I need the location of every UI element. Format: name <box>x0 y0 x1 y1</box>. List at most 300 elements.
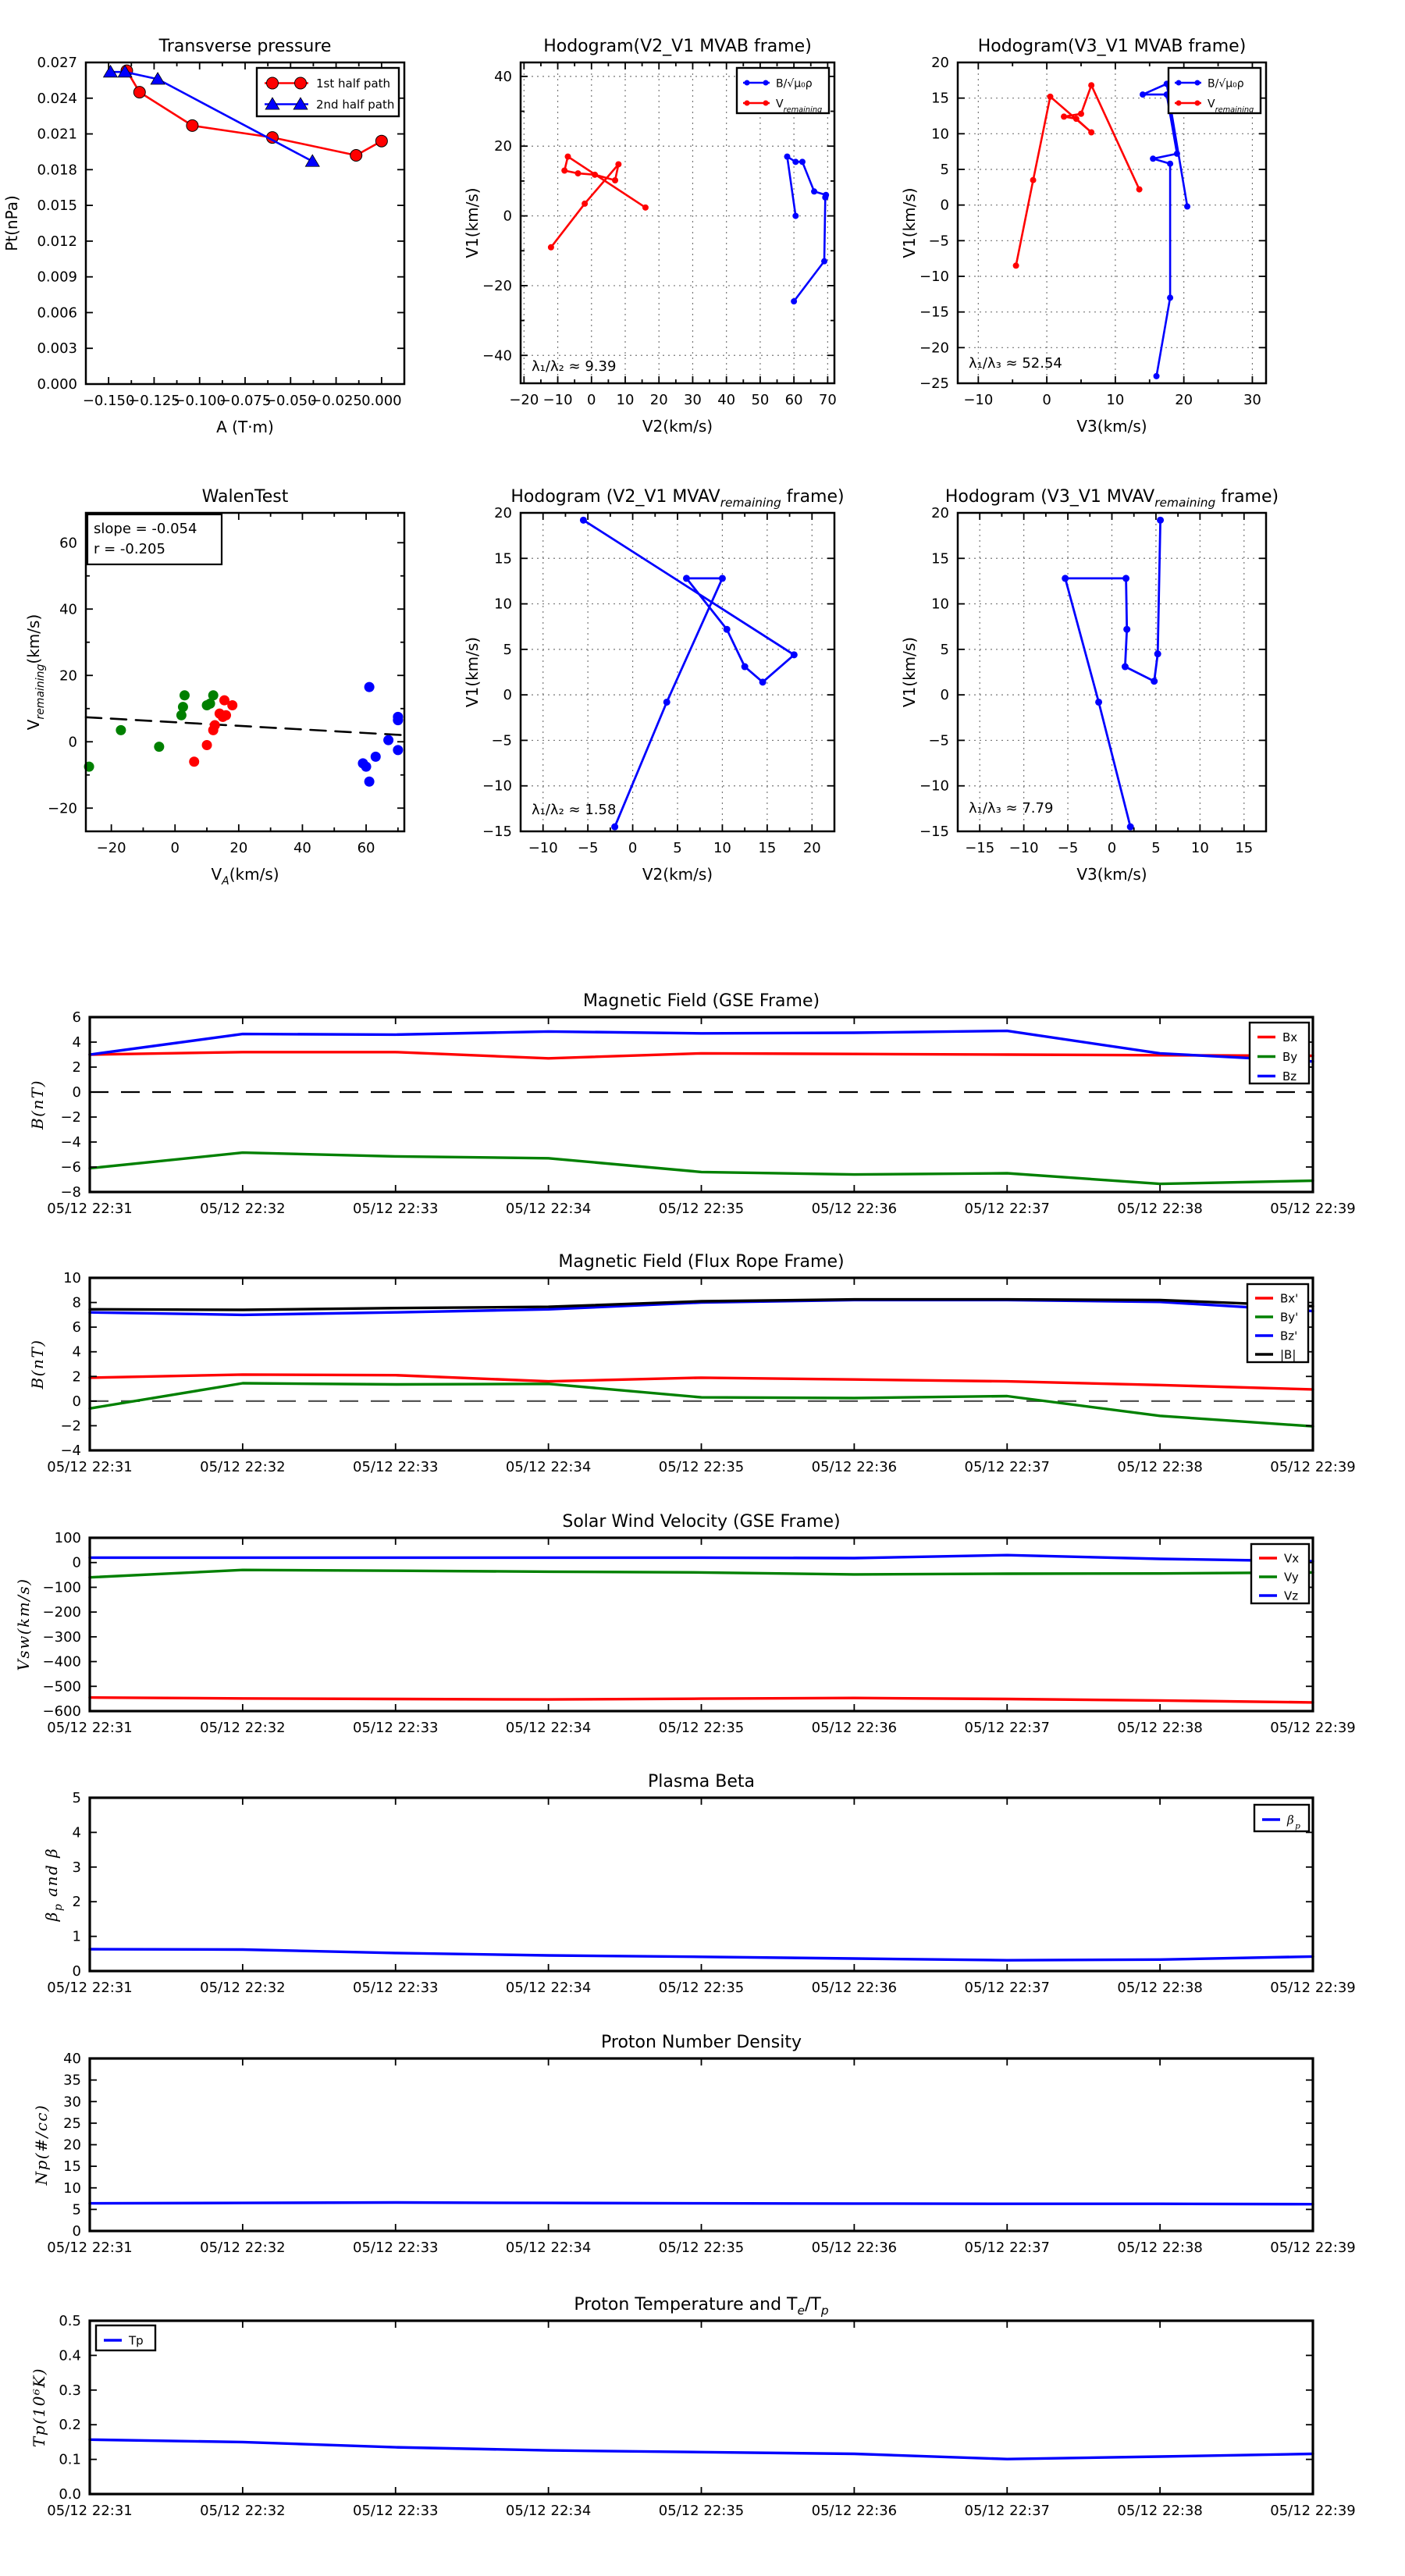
y-tick-label: −40 <box>482 347 512 365</box>
point-marker <box>822 194 828 201</box>
series-line-V-remaining <box>1016 85 1140 265</box>
y-tick-label: 40 <box>494 68 512 85</box>
point-marker <box>227 700 237 710</box>
point-marker <box>1095 699 1102 706</box>
x-tick-label: 05/12 22:33 <box>353 1201 439 1217</box>
x-tick-label: 05/12 22:33 <box>353 1720 439 1736</box>
y-tick-label: 20 <box>63 2137 81 2154</box>
y-tick-label: 1 <box>72 1928 81 1945</box>
y-axis-label: B(nT) <box>28 1339 47 1389</box>
x-tick-label: 60 <box>357 840 375 856</box>
point-marker <box>742 664 749 671</box>
x-tick-label: 10 <box>1190 840 1209 856</box>
series-v-hodogram <box>1062 517 1164 831</box>
x-tick-label: 05/12 22:34 <box>505 1980 592 1996</box>
x-tick-label: 05/12 22:39 <box>1270 1980 1356 1996</box>
panel-solar-wind-velocity <box>14 1512 1356 1736</box>
series-line-Bz <box>90 1031 1313 1062</box>
x-tick-label: 05/12 22:32 <box>200 2240 286 2256</box>
x-tick-label: 05/12 22:39 <box>1270 1720 1356 1736</box>
x-tick-label: 05/12 22:38 <box>1117 2503 1203 2519</box>
x-tick-label: 05/12 22:38 <box>1117 1459 1203 1475</box>
point-marker <box>548 244 554 251</box>
y-tick-label: 35 <box>63 2072 81 2089</box>
point-marker <box>1157 517 1164 524</box>
y-tick-label: 0.3 <box>59 2382 81 2399</box>
x-tick-label: 05/12 22:35 <box>658 2503 745 2519</box>
series-line-B-magnitude <box>90 1300 1313 1310</box>
y-tick-label: 0 <box>68 734 77 751</box>
x-tick-label: 05/12 22:39 <box>1270 1201 1356 1217</box>
point-marker <box>1088 130 1094 136</box>
x-tick-label: 10 <box>713 840 731 856</box>
axes-frame <box>90 2321 1313 2494</box>
x-tick-label: 20 <box>229 840 248 856</box>
legend <box>1168 68 1261 115</box>
legend-label: $V_{remaining}$ <box>776 98 823 115</box>
y-tick-label: 20 <box>494 505 512 521</box>
x-tick-label: −0.075 <box>219 393 272 409</box>
x-tick-label: 05/12 22:31 <box>47 1459 133 1475</box>
panel-title: WalenTest <box>201 487 289 507</box>
point-marker <box>221 710 231 720</box>
x-tick-label: 30 <box>1243 392 1261 408</box>
legend-box <box>1250 1023 1309 1083</box>
legend-label: By' <box>1280 1310 1299 1325</box>
y-tick-label: 10 <box>63 1270 81 1286</box>
y-tick-label: 20 <box>931 505 949 521</box>
legend-label: 2nd half path <box>316 98 395 112</box>
x-tick-label: 0 <box>1107 840 1117 856</box>
y-tick-label: 40 <box>59 601 77 618</box>
y-tick-label: 60 <box>59 535 77 552</box>
point-marker <box>719 575 726 582</box>
y-tick-label: 15 <box>931 550 949 568</box>
y-tick-label: 30 <box>63 2094 81 2111</box>
x-tick-label: 05/12 22:38 <box>1117 1720 1203 1736</box>
point-marker <box>1123 626 1130 633</box>
panel-proton-number-density <box>32 2033 1356 2256</box>
series-B-over-sqrt-mu0rho <box>784 154 829 304</box>
legend-label: Vx <box>1284 1551 1300 1566</box>
x-tick-label: 60 <box>784 392 803 408</box>
series-line-walen-fit-line <box>86 717 404 735</box>
x-tick-label: 05/12 22:36 <box>811 2240 898 2256</box>
x-tick-label: −10 <box>542 392 573 408</box>
legend-box <box>1247 1284 1308 1362</box>
y-tick-label: 0.024 <box>37 90 77 107</box>
y-axis-label: $V_{remaining}(km/s)$ <box>24 614 47 731</box>
point-marker <box>1061 113 1067 119</box>
x-tick-label: −5 <box>1057 840 1079 856</box>
y-tick-label: 0.006 <box>37 304 77 322</box>
y-tick-label: −600 <box>42 1703 81 1720</box>
y-tick-label: 0.5 <box>59 2313 81 2329</box>
x-tick-label: 40 <box>717 392 736 408</box>
legend-label: Bx <box>1282 1030 1298 1044</box>
x-tick-label: 20 <box>649 392 668 408</box>
y-axis-label: V1(km/s) <box>463 187 482 258</box>
point-marker <box>759 678 767 685</box>
point-marker <box>811 188 817 194</box>
y-tick-label: 25 <box>63 2115 81 2132</box>
series-line-Vy <box>90 1570 1313 1578</box>
y-tick-label: 0.1 <box>59 2451 81 2468</box>
panel-transverse-pressure <box>2 37 404 436</box>
x-tick-label: 05/12 22:38 <box>1117 2240 1203 2256</box>
y-axis-label: Vsw(km/s) <box>14 1578 33 1671</box>
x-tick-label: 05/12 22:37 <box>964 1980 1050 1996</box>
y-axis-label: Tp(10⁶K) <box>30 2367 48 2448</box>
point-marker <box>350 150 362 162</box>
x-tick-label: 05/12 22:35 <box>658 1201 745 1217</box>
y-tick-label: 4 <box>72 1343 81 1361</box>
point-marker <box>565 154 571 160</box>
series-B-over-sqrt-mu0rho <box>1140 80 1190 379</box>
x-axis-label: $V_A(km/s)$ <box>211 865 279 888</box>
y-tick-label: 10 <box>63 2179 81 2197</box>
x-tick-label: 05/12 22:32 <box>200 1980 286 1996</box>
series-Np <box>90 2203 1313 2204</box>
point-marker <box>745 101 750 106</box>
point-marker <box>574 170 581 176</box>
y-tick-label: −200 <box>42 1604 81 1621</box>
point-marker <box>724 626 731 633</box>
x-tick-label: −10 <box>528 840 558 856</box>
x-tick-label: 05/12 22:39 <box>1270 1459 1356 1475</box>
y-tick-label: 15 <box>63 2158 81 2176</box>
series-line-Vx <box>90 1698 1313 1703</box>
x-tick-label: 05/12 22:39 <box>1270 2503 1356 2519</box>
point-marker <box>116 725 126 735</box>
legend-label: $\beta_p$ <box>1287 1813 1302 1831</box>
x-tick-label: −10 <box>963 392 994 408</box>
panel-title: Plasma Beta <box>648 1772 755 1791</box>
point-marker <box>393 745 403 755</box>
annotation-line: r = -0.205 <box>94 541 165 557</box>
legend-label: 1st half path <box>316 76 391 91</box>
legend-label: Bz <box>1282 1069 1297 1083</box>
point-marker <box>784 154 790 160</box>
y-tick-label: −2 <box>60 1109 81 1126</box>
legend-label: |B| <box>1280 1347 1297 1362</box>
x-tick-label: 0.000 <box>361 393 402 409</box>
x-tick-label: 05/12 22:33 <box>353 1459 439 1475</box>
y-tick-label: 0 <box>72 1554 81 1571</box>
legend-label: B/√μ₀ρ <box>776 77 813 91</box>
annotation-line: slope = -0.054 <box>94 521 197 537</box>
series-By <box>90 1153 1313 1184</box>
y-tick-label: −5 <box>928 732 949 749</box>
series-line-v-hodogram <box>583 520 794 827</box>
y-tick-label: −6 <box>60 1159 81 1176</box>
panel-title: Magnetic Field (Flux Rope Frame) <box>558 1252 845 1272</box>
y-axis-label: V1(km/s) <box>463 636 482 708</box>
y-tick-label: 2 <box>72 1059 81 1076</box>
y-tick-label: 10 <box>931 596 949 613</box>
y-tick-label: 0.015 <box>37 197 77 215</box>
series-Vx <box>90 1698 1313 1703</box>
y-tick-label: 5 <box>503 641 512 658</box>
series-Vz <box>90 1555 1313 1561</box>
panel-title: Transverse pressure <box>158 37 332 56</box>
x-tick-label: 05/12 22:33 <box>353 2503 439 2519</box>
lambda-ratio-annotation: λ₁/λ₃ ≈ 7.79 <box>969 800 1054 817</box>
series-line-Bx <box>90 1052 1313 1059</box>
point-marker <box>1176 80 1182 86</box>
legend-label: Vy <box>1284 1570 1299 1585</box>
point-marker <box>561 167 567 173</box>
x-tick-label: 05/12 22:34 <box>505 1720 592 1736</box>
series-Vy <box>90 1570 1313 1578</box>
x-tick-label: −20 <box>509 392 539 408</box>
point-marker <box>1151 678 1158 685</box>
panel-title: Hodogram (V3_V1 $MVAV_{remaining}$ frame) <box>944 487 1279 510</box>
series-line-Vz <box>90 1555 1313 1561</box>
point-marker <box>791 651 798 658</box>
panel-title: Magnetic Field (GSE Frame) <box>582 991 820 1011</box>
x-tick-label: −0.150 <box>82 393 135 409</box>
x-tick-label: 70 <box>818 392 837 408</box>
x-tick-label: 05/12 22:31 <box>47 1720 133 1736</box>
point-marker <box>1195 101 1200 106</box>
y-tick-label: 0 <box>940 687 949 704</box>
x-tick-label: 10 <box>1106 392 1125 408</box>
point-marker <box>763 101 769 106</box>
legend-box <box>96 2325 155 2350</box>
x-tick-label: 15 <box>758 840 777 856</box>
point-marker <box>763 80 769 86</box>
series-By-prime <box>90 1383 1313 1426</box>
y-tick-label: 0 <box>940 197 949 214</box>
x-tick-label: 05/12 22:35 <box>658 2240 745 2256</box>
y-tick-label: 2 <box>72 1894 81 1911</box>
y-tick-label: 8 <box>72 1294 81 1311</box>
legend-label: Bz' <box>1280 1329 1298 1343</box>
y-tick-label: 0.012 <box>37 233 77 250</box>
panel-plasma-beta <box>42 1772 1356 1996</box>
y-tick-label: −4 <box>60 1443 81 1459</box>
x-tick-label: 05/12 22:37 <box>964 1720 1050 1736</box>
panel-hodogram-v3v1-mvab <box>900 37 1266 436</box>
x-tick-label: 0 <box>1042 392 1051 408</box>
legend <box>1247 1284 1308 1362</box>
stats-annotation-box <box>87 514 222 564</box>
y-tick-label: 20 <box>931 55 949 71</box>
panel-title: Solar Wind Velocity (GSE Frame) <box>562 1512 841 1532</box>
y-tick-label: 15 <box>494 550 512 568</box>
y-tick-label: 0.0 <box>59 2486 81 2503</box>
point-marker <box>792 158 799 165</box>
point-marker <box>267 77 279 89</box>
y-tick-label: −500 <box>42 1678 81 1695</box>
point-marker <box>133 87 145 98</box>
x-axis-label: V3(km/s) <box>1076 417 1147 436</box>
series-Tp <box>90 2439 1313 2459</box>
point-marker <box>1073 116 1080 122</box>
y-tick-label: −10 <box>482 777 512 795</box>
triangle-marker <box>305 155 319 166</box>
point-marker <box>745 80 750 86</box>
x-axis-label: V2(km/s) <box>642 417 713 436</box>
y-tick-label: −25 <box>919 375 949 392</box>
y-tick-label: 0 <box>503 687 512 704</box>
y-tick-label: 4 <box>72 1034 81 1051</box>
point-marker <box>371 752 381 762</box>
series-line-By-prime <box>90 1383 1313 1426</box>
series-line-By <box>90 1153 1313 1184</box>
point-marker <box>1048 94 1054 100</box>
point-marker <box>642 205 649 211</box>
x-axis-label: A (T·m) <box>216 418 274 436</box>
panel-proton-temperature <box>30 2295 1356 2519</box>
x-tick-label: 05/12 22:37 <box>964 1201 1050 1217</box>
y-axis-label: V1(km/s) <box>900 636 919 708</box>
y-axis-label: B(nT) <box>28 1079 47 1130</box>
y-tick-label: 5 <box>72 2201 81 2218</box>
point-marker <box>187 119 198 131</box>
x-tick-label: 5 <box>1151 840 1161 856</box>
point-marker <box>375 135 387 147</box>
series-line-v-hodogram <box>1065 520 1161 827</box>
y-tick-label: −8 <box>60 1184 81 1201</box>
point-marker <box>189 756 199 767</box>
y-tick-label: −20 <box>48 800 77 817</box>
point-marker <box>361 762 372 772</box>
y-axis-label: $\beta_p$ and β <box>42 1847 65 1922</box>
y-tick-label: 10 <box>931 126 949 143</box>
y-tick-label: 0.003 <box>37 340 77 358</box>
x-tick-label: −10 <box>1008 840 1039 856</box>
y-tick-label: 4 <box>72 1824 81 1841</box>
series-line-B-over-sqrt-mu0rho <box>788 157 827 301</box>
series-Bz <box>90 1031 1313 1062</box>
x-tick-label: 05/12 22:37 <box>964 2240 1050 2256</box>
x-tick-label: 05/12 22:38 <box>1117 1980 1203 1996</box>
legend <box>1251 1544 1309 1603</box>
point-marker <box>1088 82 1094 88</box>
series-walen-fit-line <box>86 717 404 735</box>
y-tick-label: −20 <box>919 340 949 357</box>
lambda-ratio-annotation: λ₁/λ₂ ≈ 9.39 <box>532 358 617 375</box>
panel-title: Hodogram(V2_V1 MVAB frame) <box>543 37 812 56</box>
x-tick-label: 5 <box>673 840 682 856</box>
x-tick-label: 0 <box>628 840 638 856</box>
axes-frame <box>90 1017 1313 1192</box>
x-tick-label: 05/12 22:34 <box>505 2503 592 2519</box>
y-tick-label: 15 <box>931 90 949 107</box>
x-axis-label: V2(km/s) <box>642 865 713 884</box>
y-axis-label: V1(km/s) <box>900 187 919 258</box>
point-marker <box>1136 187 1143 193</box>
point-marker <box>295 77 307 89</box>
y-tick-label: 100 <box>54 1530 81 1546</box>
point-marker <box>180 690 190 700</box>
y-tick-label: −15 <box>482 824 512 840</box>
x-tick-label: 05/12 22:35 <box>658 1980 745 1996</box>
panel-hodogram-v3v1-mvav <box>900 487 1279 884</box>
series-V-remaining <box>548 154 649 251</box>
point-marker <box>383 735 393 745</box>
panel-title: Proton Number Density <box>601 2033 802 2052</box>
y-tick-label: 0.018 <box>37 162 77 179</box>
y-tick-label: 0 <box>72 1393 81 1410</box>
x-tick-label: 05/12 22:39 <box>1270 2240 1356 2256</box>
panel-title: Hodogram (V2_V1 $MVAV_{remaining}$ frame) <box>510 487 845 510</box>
y-tick-label: −5 <box>928 233 949 250</box>
legend <box>1250 1023 1309 1083</box>
point-marker <box>611 824 618 831</box>
x-tick-label: 15 <box>1235 840 1254 856</box>
x-tick-label: 05/12 22:36 <box>811 2503 898 2519</box>
series-line-B-over-sqrt-mu0rho <box>1143 84 1187 376</box>
axes-frame <box>90 1798 1313 1971</box>
point-marker <box>1174 151 1180 157</box>
x-tick-label: 05/12 22:34 <box>505 1459 592 1475</box>
series-line-Np <box>90 2203 1313 2204</box>
legend <box>257 68 399 116</box>
x-tick-label: 05/12 22:35 <box>658 1720 745 1736</box>
point-marker <box>1154 650 1161 657</box>
x-tick-label: 05/12 22:33 <box>353 1980 439 1996</box>
legend-label: $V_{remaining}$ <box>1208 98 1254 115</box>
point-marker <box>1154 373 1160 379</box>
y-tick-label: 5 <box>940 162 949 178</box>
x-tick-label: 0 <box>170 840 180 856</box>
x-axis-label: V3(km/s) <box>1076 865 1147 884</box>
y-tick-label: 2 <box>72 1368 81 1386</box>
x-tick-label: 05/12 22:38 <box>1117 1201 1203 1217</box>
point-marker <box>821 258 827 265</box>
panel-walen-test <box>24 487 404 888</box>
x-tick-label: 40 <box>293 840 311 856</box>
y-axis-label: Np(#/cc) <box>32 2104 51 2186</box>
point-marker <box>1167 161 1173 167</box>
x-tick-label: 05/12 22:33 <box>353 2240 439 2256</box>
y-tick-label: 0 <box>72 1963 81 1980</box>
point-marker <box>582 201 588 207</box>
x-tick-label: 05/12 22:32 <box>200 1459 286 1475</box>
x-tick-label: −0.100 <box>173 393 226 409</box>
series-line-Bx-prime <box>90 1375 1313 1389</box>
point-marker <box>1184 203 1190 209</box>
point-marker <box>210 720 220 731</box>
y-tick-label: 5 <box>72 1790 81 1806</box>
point-marker <box>663 699 670 706</box>
x-tick-label: 05/12 22:36 <box>811 1459 898 1475</box>
x-tick-label: 05/12 22:32 <box>200 1720 286 1736</box>
y-tick-label: −15 <box>919 824 949 840</box>
y-tick-label: 0.009 <box>37 269 77 286</box>
series-line-beta-p <box>90 1949 1313 1960</box>
y-tick-label: −5 <box>491 732 512 749</box>
panel-magnetic-field-flux-rope <box>28 1252 1356 1475</box>
y-tick-label: 6 <box>72 1319 81 1336</box>
y-tick-label: −100 <box>42 1579 81 1596</box>
x-tick-label: 50 <box>751 392 770 408</box>
panel-title: Hodogram(V3_V1 MVAB frame) <box>977 37 1247 56</box>
y-tick-label: 0.021 <box>37 126 77 143</box>
y-tick-label: 0 <box>72 2223 81 2240</box>
x-tick-label: 0 <box>587 392 596 408</box>
y-tick-label: −10 <box>919 777 949 795</box>
panel-hodogram-v2v1-mvav <box>463 487 845 884</box>
point-marker <box>592 172 598 178</box>
point-marker <box>1150 155 1156 162</box>
x-tick-label: −0.050 <box>264 393 317 409</box>
x-tick-label: 05/12 22:31 <box>47 1201 133 1217</box>
point-marker <box>791 298 797 304</box>
